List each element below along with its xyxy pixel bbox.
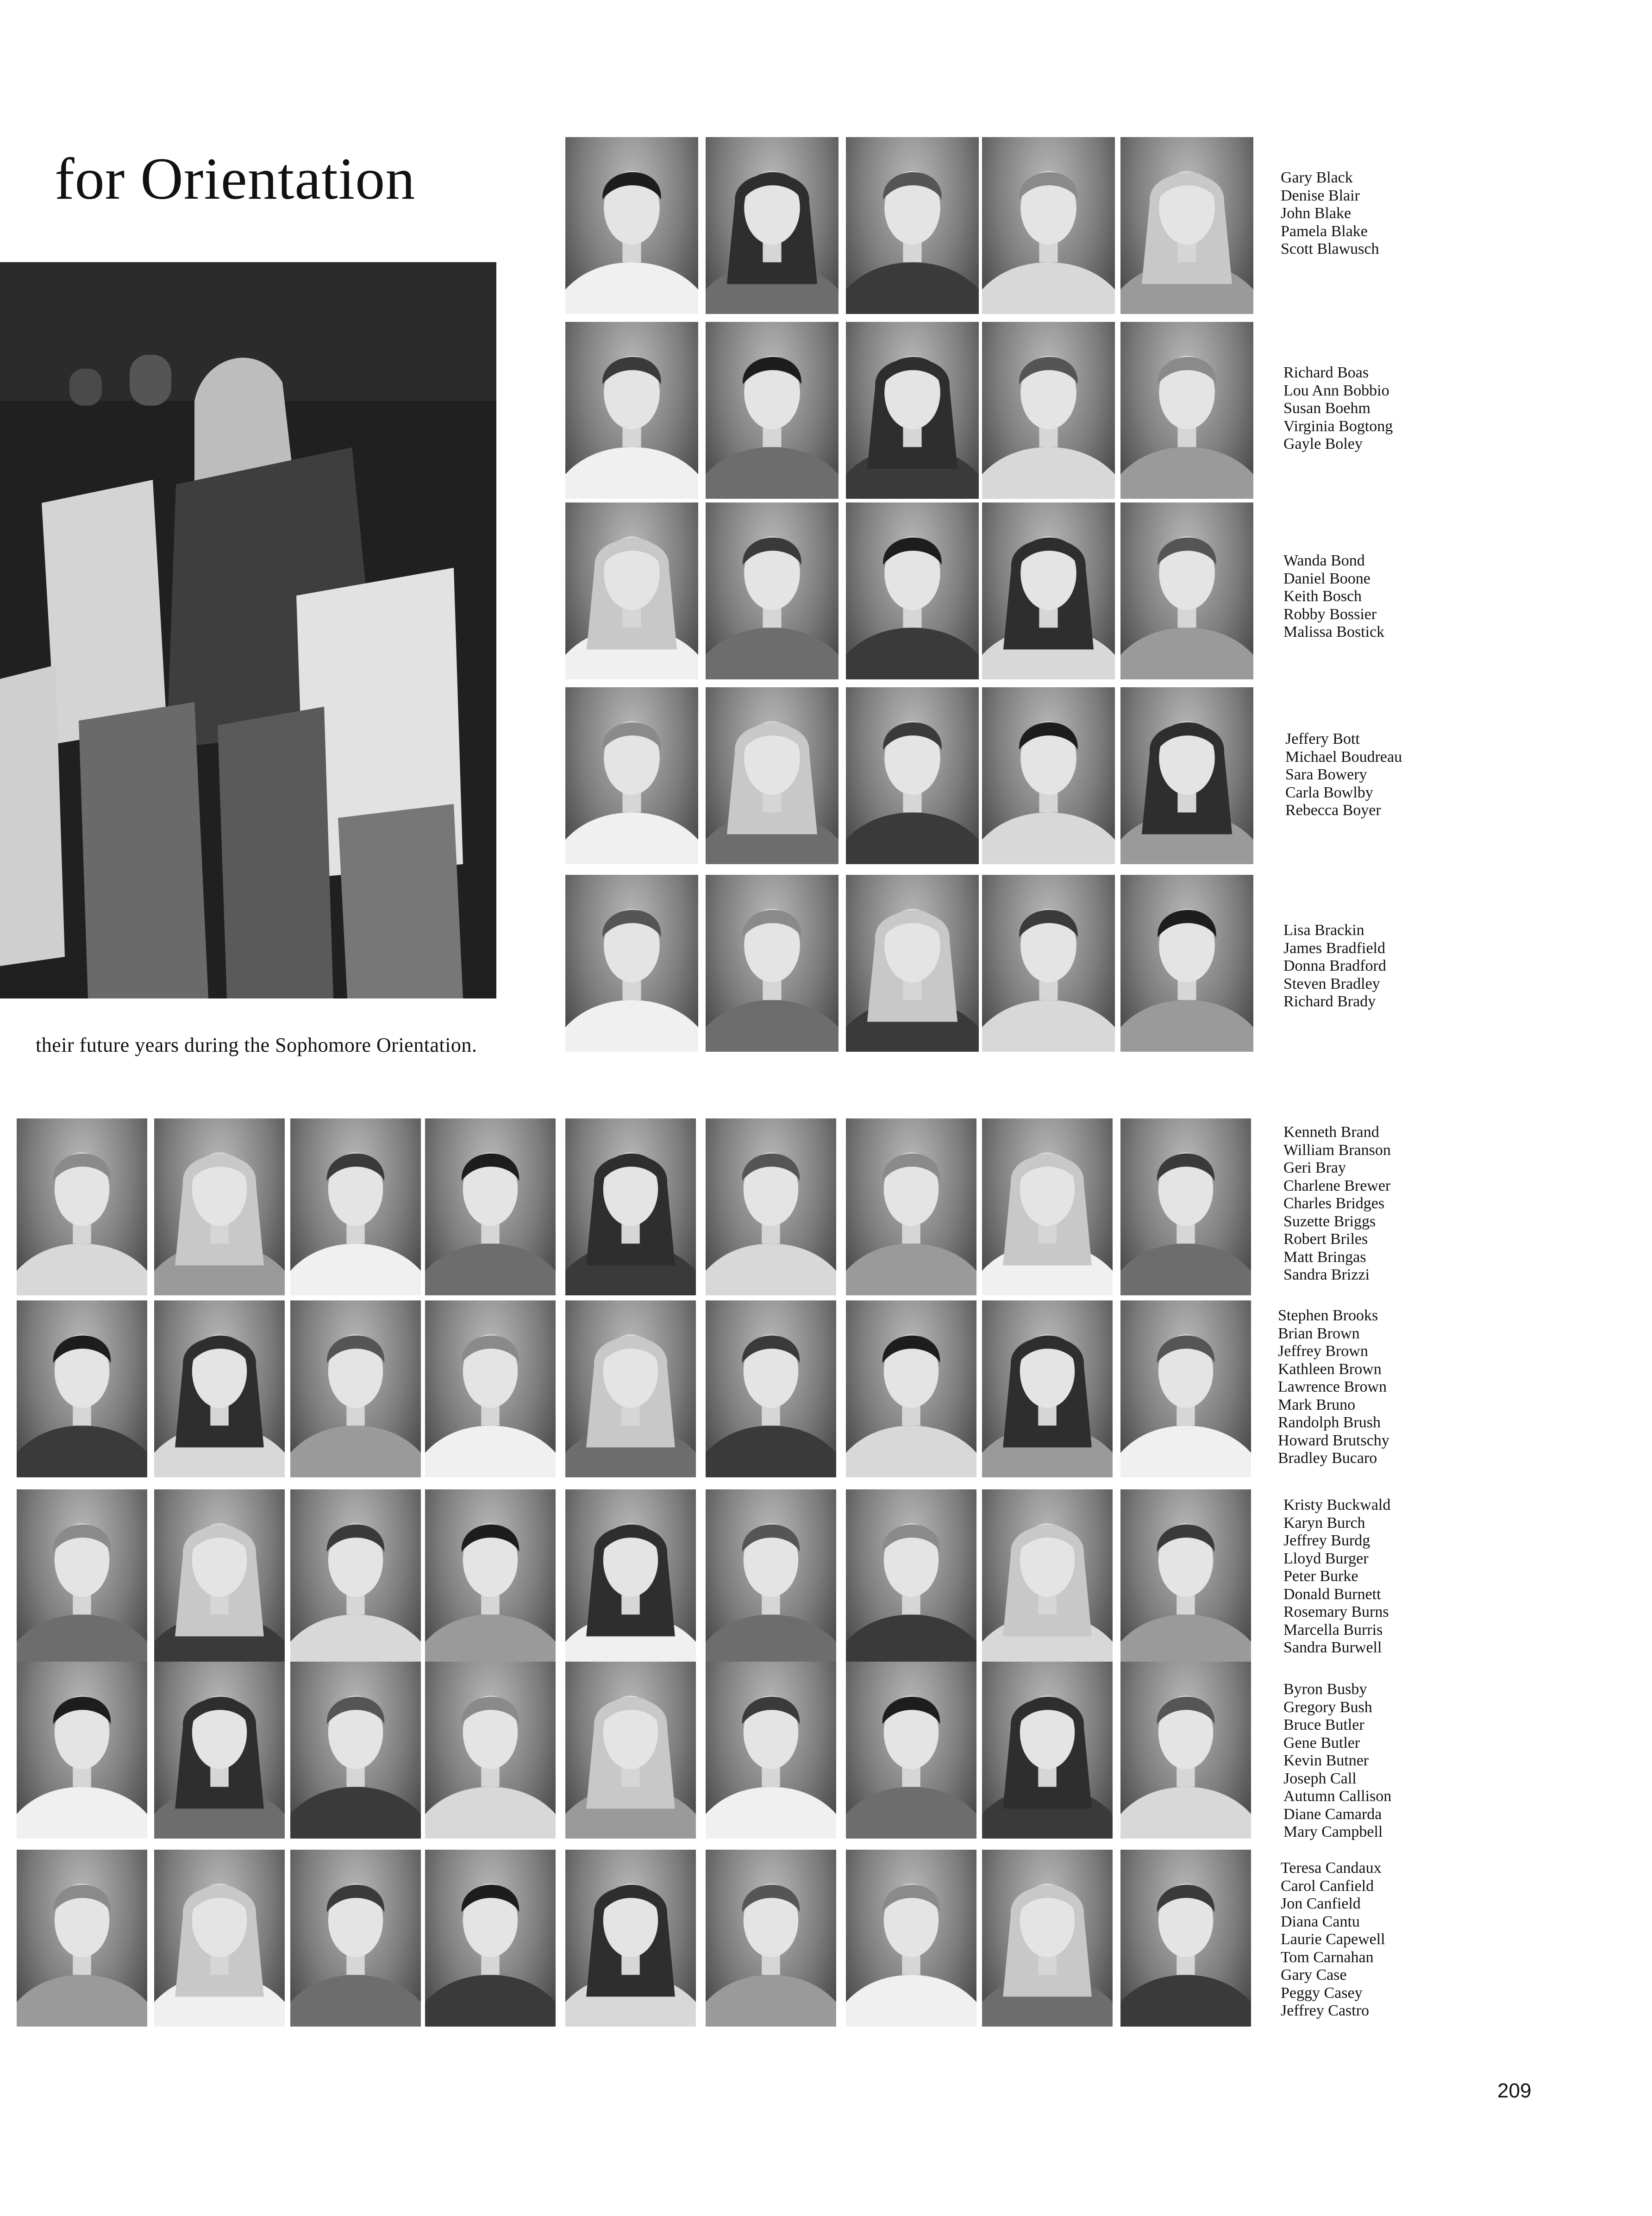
page-title: for Orientation: [55, 146, 416, 212]
student-portrait: [290, 1300, 421, 1477]
student-portrait: [17, 1662, 147, 1839]
student-name: Daniel Boone: [1283, 570, 1370, 587]
student-portrait: [17, 1850, 147, 2027]
student-name: Karyn Burch: [1283, 1514, 1365, 1532]
student-portrait: [154, 1118, 285, 1295]
student-portrait: [706, 1850, 836, 2027]
student-portrait: [846, 137, 979, 314]
student-name: William Branson: [1283, 1141, 1391, 1159]
student-name: Robby Bossier: [1283, 605, 1377, 623]
student-name: Mark Bruno: [1278, 1396, 1356, 1413]
student-name: Carol Canfield: [1281, 1877, 1374, 1895]
student-name: Teresa Candaux: [1281, 1859, 1382, 1877]
student-portrait: [706, 502, 839, 679]
student-name: Jeffery Bott: [1285, 730, 1360, 747]
orientation-photo-illustration: [0, 262, 496, 998]
student-portrait: [706, 1118, 836, 1295]
student-name: Jeffrey Burdg: [1283, 1532, 1370, 1549]
student-name: Donna Bradford: [1283, 957, 1386, 974]
student-name: Brian Brown: [1278, 1325, 1360, 1342]
student-name: Rebecca Boyer: [1285, 802, 1381, 819]
student-name: Gary Case: [1281, 1966, 1347, 1984]
student-portrait: [1120, 1300, 1251, 1477]
student-portrait: [1120, 502, 1253, 679]
student-portrait: [982, 502, 1115, 679]
student-portrait: [846, 322, 979, 499]
student-portrait: [846, 1662, 976, 1839]
student-portrait: [982, 322, 1115, 499]
student-name: Donald Burnett: [1283, 1585, 1381, 1603]
student-name: Mary Campbell: [1283, 1823, 1383, 1840]
student-name: Tom Carnahan: [1281, 1948, 1374, 1966]
student-name: Gene Butler: [1283, 1734, 1360, 1751]
student-portrait: [706, 687, 839, 864]
student-name: Robert Briles: [1283, 1230, 1368, 1248]
student-portrait: [1120, 1489, 1251, 1666]
student-name: John Blake: [1281, 205, 1352, 222]
student-portrait: [982, 1662, 1113, 1839]
student-portrait: [154, 1850, 285, 2027]
student-portrait: [290, 1118, 421, 1295]
student-name: Steven Bradley: [1283, 975, 1380, 992]
student-portrait: [1120, 687, 1253, 864]
student-name: James Bradfield: [1283, 939, 1385, 957]
student-name: Lisa Brackin: [1283, 922, 1364, 939]
student-portrait: [565, 1662, 696, 1839]
student-name: Diana Cantu: [1281, 1913, 1360, 1930]
student-portrait: [982, 875, 1115, 1052]
name-list: [1283, 552, 1384, 641]
student-portrait: [565, 875, 698, 1052]
photo-caption: their future years during the Sophomore Orientation.: [36, 1034, 477, 1056]
student-portrait: [17, 1118, 147, 1295]
student-portrait: [154, 1489, 285, 1666]
orientation-photo: [0, 262, 496, 998]
student-portrait: [706, 322, 839, 499]
student-name: Lawrence Brown: [1278, 1378, 1387, 1395]
student-portrait: [1120, 322, 1253, 499]
student-portrait: [565, 1489, 696, 1666]
student-portrait: [982, 1118, 1113, 1295]
student-portrait: [982, 1300, 1113, 1477]
student-name: Susan Boehm: [1283, 400, 1370, 417]
student-portrait: [846, 1850, 976, 2027]
name-list: [1278, 1307, 1389, 1468]
student-portrait: [425, 1850, 556, 2027]
student-portrait: [846, 1489, 976, 1666]
student-portrait: [17, 1489, 147, 1666]
student-portrait: [565, 1300, 696, 1477]
name-list: [1283, 1124, 1391, 1284]
student-portrait: [706, 1489, 836, 1666]
student-name: Joseph Call: [1283, 1770, 1357, 1787]
name-list: [1281, 1859, 1385, 2020]
student-portrait: [706, 1300, 836, 1477]
student-name: Rosemary Burns: [1283, 1603, 1389, 1620]
name-list: [1283, 1681, 1391, 1841]
student-name: Laurie Capewell: [1281, 1931, 1385, 1948]
student-portrait: [425, 1662, 556, 1839]
student-name: Kristy Buckwald: [1283, 1496, 1391, 1513]
student-portrait: [846, 875, 979, 1052]
student-name: Richard Boas: [1283, 364, 1369, 381]
student-name: Kathleen Brown: [1278, 1360, 1382, 1378]
name-list: [1281, 169, 1379, 258]
student-name: Peter Burke: [1283, 1568, 1358, 1585]
student-portrait: [846, 1118, 976, 1295]
student-portrait: [154, 1300, 285, 1477]
student-portrait: [425, 1118, 556, 1295]
student-name: Sandra Burwell: [1283, 1639, 1382, 1656]
student-portrait: [154, 1662, 285, 1839]
student-name: Sandra Brizzi: [1283, 1266, 1370, 1283]
student-name: Marcella Burris: [1283, 1621, 1383, 1638]
student-portrait: [1120, 1850, 1251, 2027]
student-name: Gayle Boley: [1283, 435, 1363, 452]
student-name: Kevin Butner: [1283, 1752, 1369, 1769]
student-portrait: [1120, 137, 1253, 314]
student-portrait: [982, 687, 1115, 864]
student-name: Jeffrey Brown: [1278, 1343, 1368, 1360]
student-name: Diane Camarda: [1283, 1805, 1382, 1823]
student-name: Peggy Casey: [1281, 1984, 1363, 2002]
student-portrait: [1120, 1662, 1251, 1839]
student-name: Denise Blair: [1281, 187, 1360, 204]
student-portrait: [425, 1489, 556, 1666]
student-portrait: [565, 137, 698, 314]
student-name: Malissa Bostick: [1283, 623, 1385, 640]
student-name: Autumn Callison: [1283, 1788, 1392, 1805]
student-portrait: [565, 1118, 696, 1295]
student-name: Michael Boudreau: [1285, 748, 1402, 766]
student-portrait: [565, 1850, 696, 2027]
student-name: Sara Bowery: [1285, 766, 1367, 783]
student-portrait: [982, 1489, 1113, 1666]
student-portrait: [565, 502, 698, 679]
student-name: Carla Bowlby: [1285, 784, 1373, 801]
student-name: Gregory Bush: [1283, 1698, 1372, 1716]
student-portrait: [290, 1489, 421, 1666]
name-list: [1285, 730, 1402, 820]
student-portrait: [565, 322, 698, 499]
student-portrait: [290, 1850, 421, 2027]
student-portrait: [706, 1662, 836, 1839]
student-portrait: [846, 687, 979, 864]
student-portrait: [1120, 1118, 1251, 1295]
student-name: Matt Bringas: [1283, 1248, 1366, 1266]
student-name: Keith Bosch: [1283, 588, 1362, 605]
student-portrait: [565, 687, 698, 864]
student-name: Jon Canfield: [1281, 1895, 1361, 1912]
student-portrait: [982, 1850, 1113, 2027]
student-name: Charlene Brewer: [1283, 1177, 1391, 1194]
page-number: 209: [1497, 2079, 1532, 2102]
student-portrait: [846, 502, 979, 679]
name-list: [1283, 1496, 1390, 1657]
student-portrait: [982, 137, 1115, 314]
student-name: Virginia Bogtong: [1283, 417, 1393, 435]
student-name: Randolph Brush: [1278, 1414, 1381, 1431]
name-list: [1283, 364, 1393, 453]
student-name: Charles Bridges: [1283, 1195, 1385, 1212]
student-portrait: [846, 1300, 976, 1477]
student-portrait: [706, 875, 839, 1052]
student-portrait: [290, 1662, 421, 1839]
student-portrait: [17, 1300, 147, 1477]
student-name: Stephen Brooks: [1278, 1307, 1378, 1324]
student-name: Byron Busby: [1283, 1681, 1367, 1698]
student-name: Richard Brady: [1283, 993, 1376, 1010]
student-name: Jeffrey Castro: [1281, 2002, 1370, 2019]
student-name: Suzette Briggs: [1283, 1212, 1376, 1230]
student-name: Bruce Butler: [1283, 1716, 1364, 1733]
student-name: Wanda Bond: [1283, 552, 1365, 569]
student-name: Kenneth Brand: [1283, 1124, 1379, 1141]
student-name: Howard Brutschy: [1278, 1431, 1389, 1449]
student-name: Scott Blawusch: [1281, 240, 1379, 257]
student-portrait: [425, 1300, 556, 1477]
student-name: Pamela Blake: [1281, 222, 1368, 240]
student-portrait: [1120, 875, 1253, 1052]
student-portrait: [706, 137, 839, 314]
student-name: Lou Ann Bobbio: [1283, 382, 1389, 399]
student-name: Lloyd Burger: [1283, 1550, 1369, 1567]
student-name: Bradley Bucaro: [1278, 1450, 1377, 1467]
name-list: [1283, 922, 1386, 1011]
student-name: Geri Bray: [1283, 1159, 1346, 1176]
student-name: Gary Black: [1281, 169, 1353, 186]
